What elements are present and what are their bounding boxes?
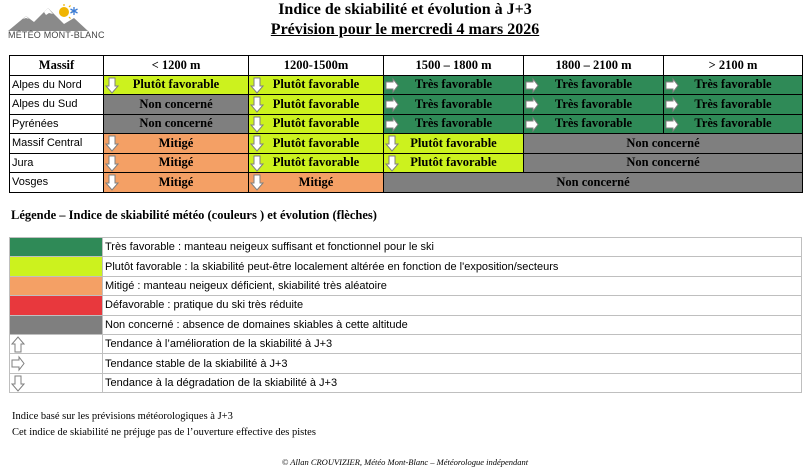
cell-label: Très favorable [414, 96, 493, 111]
trend-down-icon [250, 96, 264, 113]
legend-swatch [10, 354, 103, 373]
forecast-cell [384, 173, 803, 193]
legend-swatch [10, 315, 103, 334]
massif-name: Pyrénées [10, 114, 104, 134]
forecast-cell [384, 75, 524, 95]
cell-label: Très favorable [554, 96, 633, 111]
subtitle-text: Prévision pour le mercredi 4 mars 2026 [270, 21, 540, 38]
forecast-cell [249, 75, 384, 95]
table-row [10, 134, 803, 154]
cell-label: Très favorable [414, 77, 493, 92]
cell-label: Mitigé [158, 174, 194, 189]
trend-right-icon [385, 96, 399, 113]
legend-swatch [10, 238, 103, 257]
header-altitude-4: 1800 – 2100 m [524, 56, 664, 76]
trend-up-icon [11, 336, 25, 353]
forecast-cell [524, 75, 664, 95]
massif-name: Vosges [10, 173, 104, 193]
trend-right-icon [525, 116, 539, 133]
trend-down-icon [250, 135, 264, 152]
credit-text: © Allan CROUVIZIER, Météo Mont-Blanc – Météorologue indépendant [281, 457, 529, 467]
header-massif: Massif [10, 56, 104, 76]
table-row [10, 75, 803, 95]
legend-text: Plutôt favorable : la skiabilité peut-être localement altérée en fonction de l'exposition/secteurs [103, 257, 802, 276]
legend-text: Tendance à l’amélioration de la skiabilité à J+3 [103, 334, 802, 353]
trend-right-icon [525, 96, 539, 113]
table-header-row [10, 56, 803, 76]
trend-down-icon [11, 375, 25, 392]
table-row [10, 173, 803, 193]
massif-name: Jura [10, 153, 104, 173]
cell-label: Très favorable [694, 77, 772, 92]
legend-text: Tendance à la dégradation de la skiabilité à J+3 [103, 373, 802, 392]
massif-name: Alpes du Nord [10, 75, 104, 95]
table-row [10, 114, 803, 134]
legend-text: Très favorable : manteau neigeux suffisant et fonctionnel pour le ski [103, 238, 802, 257]
legend-text: Non concerné : absence de domaines skiables à cette altitude [103, 315, 802, 334]
cell-label: Non concerné [139, 96, 213, 111]
trend-down-icon [250, 174, 264, 191]
trend-down-icon [385, 155, 399, 172]
legend-item [10, 315, 802, 334]
trend-down-icon [250, 116, 264, 133]
forecast-cell [104, 95, 249, 115]
legend-text: Tendance stable de la skiabilité à J+3 [103, 354, 802, 373]
table-row [10, 153, 803, 173]
cell-label: Plutôt favorable [272, 135, 360, 150]
trend-down-icon [105, 155, 119, 172]
legend-item [10, 238, 802, 257]
forecast-cell [249, 134, 384, 154]
forecast-cell [249, 114, 384, 134]
cell-label: Très favorable [554, 116, 633, 131]
forecast-cell [384, 95, 524, 115]
legend-item [10, 373, 802, 392]
page-subtitle [0, 21, 810, 39]
trend-down-icon [105, 174, 119, 191]
trend-down-icon [250, 77, 264, 94]
cell-label: Non concerné [556, 174, 630, 189]
trend-right-icon [385, 77, 399, 94]
cell-label: Plutôt favorable [272, 96, 360, 111]
massif-name: Massif Central [10, 134, 104, 154]
cell-label: Plutôt favorable [410, 155, 497, 170]
forecast-cell [384, 114, 524, 134]
cell-label: Plutôt favorable [132, 77, 220, 92]
forecast-cell [524, 114, 664, 134]
legend-swatch [10, 373, 103, 392]
trend-right-icon [665, 77, 679, 94]
header-altitude-1: < 1200 m [104, 56, 249, 76]
cell-label: Très favorable [694, 116, 772, 131]
cell-label: Plutôt favorable [410, 135, 497, 150]
legend-swatch [10, 296, 103, 315]
trend-right-icon [525, 77, 539, 94]
cell-label: Très favorable [554, 77, 633, 92]
forecast-cell [384, 134, 524, 154]
forecast-cell [664, 95, 803, 115]
cell-label: Plutôt favorable [272, 116, 360, 131]
legend-item [10, 334, 802, 353]
trend-down-icon [105, 77, 119, 94]
trend-right-icon [665, 116, 679, 133]
cell-label: Non concerné [626, 135, 700, 150]
forecast-cell [104, 173, 249, 193]
skiability-table [9, 55, 803, 193]
forecast-cell [524, 153, 803, 173]
legend-swatch [10, 257, 103, 276]
forecast-cell [524, 134, 803, 154]
header-altitude-2: 1200-1500m [249, 56, 384, 76]
credit-line [0, 457, 810, 467]
forecast-cell [249, 95, 384, 115]
cell-label: Non concerné [139, 116, 213, 131]
cell-label: Non concerné [626, 155, 700, 170]
forecast-cell [104, 75, 249, 95]
logo-text: MÉTÉO MONT-BLANC [8, 30, 105, 40]
trend-right-icon [385, 116, 399, 133]
forecast-cell [104, 153, 249, 173]
legend-swatch [10, 334, 103, 353]
legend-text: Défavorable : pratique du ski très réduite [103, 296, 802, 315]
cell-label: Très favorable [414, 116, 493, 131]
legend-table [9, 237, 802, 393]
massif-name: Alpes du Sud [10, 95, 104, 115]
legend-title: Légende – Indice de skiabilité météo (couleurs ) et évolution (flèches) [11, 208, 377, 222]
forecast-cell [249, 153, 384, 173]
table-row [10, 95, 803, 115]
legend-swatch [10, 276, 103, 295]
cell-label: Très favorable [694, 96, 772, 111]
forecast-cell [664, 75, 803, 95]
page-title: Indice de skiabilité et évolution à J+3 [278, 1, 532, 18]
note-disclaimer: Cet indice de skiabilité ne préjuge pas de l’ouverture effective des pistes [12, 427, 316, 438]
trend-down-icon [105, 135, 119, 152]
forecast-cell [664, 114, 803, 134]
forecast-cell [249, 173, 384, 193]
forecast-cell [384, 153, 524, 173]
cell-label: Mitigé [158, 155, 194, 170]
forecast-cell [524, 95, 664, 115]
legend-text: Mitigé : manteau neigeux déficient, skiabilité très aléatoire [103, 276, 802, 295]
header-altitude-3: 1500 – 1800 m [384, 56, 524, 76]
note-forecast-basis: Indice basé sur les prévisions météorologiques à J+3 [12, 411, 233, 422]
header-altitude-5: > 2100 m [664, 56, 803, 76]
cell-label: Mitigé [298, 174, 334, 189]
forecast-cell [104, 114, 249, 134]
legend-item [10, 354, 802, 373]
trend-right-icon [665, 96, 679, 113]
legend-item [10, 276, 802, 295]
forecast-cell [104, 134, 249, 154]
trend-down-icon [250, 155, 264, 172]
trend-right-icon [11, 355, 25, 372]
cell-label: Plutôt favorable [272, 155, 360, 170]
legend-item [10, 257, 802, 276]
trend-down-icon [385, 135, 399, 152]
legend-item [10, 296, 802, 315]
cell-label: Plutôt favorable [272, 77, 360, 92]
cell-label: Mitigé [158, 135, 194, 150]
